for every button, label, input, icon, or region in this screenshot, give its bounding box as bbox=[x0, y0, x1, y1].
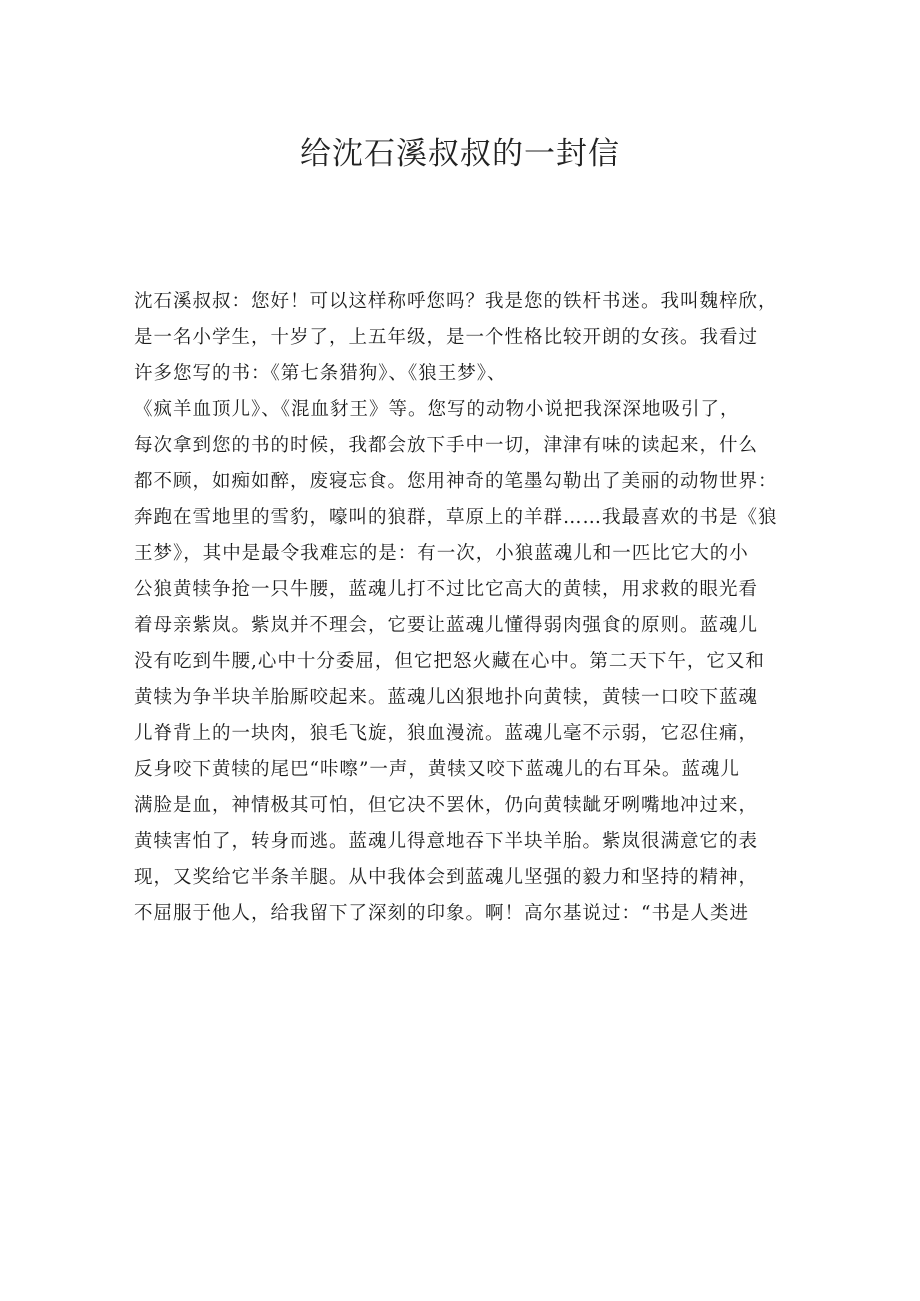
text-line: 黄犊害怕了，转身而逃。蓝魂儿得意地吞下半块羊胎。紫岚很满意它的表 bbox=[134, 831, 759, 852]
text-line: 没有吃到牛腰,心中十分委屈，但它把怒火藏在心中。第二天下午，它又和 bbox=[134, 651, 765, 672]
text-line: 奔跑在雪地里的雪豹，嚎叫的狼群，草原上的羊群……我最喜欢的书是《狼 bbox=[134, 507, 778, 528]
text-line: 满脸是血，神情极其可怕，但它决不罢休，仍向黄犊龇牙咧嘴地冲过来， bbox=[134, 795, 759, 816]
text-line: 许多您写的书：《第七条猎狗》、《狼王梦》、 bbox=[134, 363, 507, 384]
text-line: 不屈服于他人，给我留下了深刻的印象。啊！高尔基说过：“书是人类进 bbox=[134, 903, 749, 924]
text-line: 都不顾，如痴如醉，废寝忘食。您用神奇的笔墨勾勒出了美丽的动物世界： bbox=[134, 471, 778, 492]
text-line: 《疯羊血顶儿》、《混血豺王》等。您写的动物小说把我深深地吸引了， bbox=[134, 399, 740, 420]
text-line: 反身咬下黄犊的尾巴“咔嚓”一声，黄犊又咬下蓝魂儿的右耳朵。蓝魂儿 bbox=[134, 759, 740, 780]
text-line: 黄犊为争半块羊胎厮咬起来。蓝魂儿凶狠地扑向黄犊，黄犊一口咬下蓝魂 bbox=[134, 687, 759, 708]
text-line: 着母亲紫岚。紫岚并不理会，它要让蓝魂儿懂得弱肉强食的原则。蓝魂儿 bbox=[134, 615, 759, 636]
text-line: 儿脊背上的一块肉，狼毛飞旋，狼血漫流。蓝魂儿毫不示弱，它忍住痛， bbox=[134, 723, 759, 744]
document-title: 给沈石溪叔叔的一封信 bbox=[300, 136, 620, 172]
text-line: 王梦》，其中是最令我难忘的是：有一次，小狼蓝魂儿和一匹比它大的小 bbox=[134, 543, 749, 564]
letter-body bbox=[134, 284, 794, 932]
text-line: 是一名小学生，十岁了，上五年级，是一个性格比较开朗的女孩。我看过 bbox=[134, 327, 759, 348]
text-line: 每次拿到您的书的时候，我都会放下手中一切，津津有味的读起来，什么 bbox=[134, 435, 759, 456]
text-line: 沈石溪叔叔：您好！可以这样称呼您吗？我是您的铁杆书迷。我叫魏梓欣， bbox=[134, 291, 778, 312]
text-line: 现，又奖给它半条羊腿。从中我体会到蓝魂儿坚强的毅力和坚持的精神， bbox=[134, 867, 759, 888]
text-line: 公狼黄犊争抢一只牛腰，蓝魂儿打不过比它高大的黄犊，用求救的眼光看 bbox=[134, 579, 759, 600]
